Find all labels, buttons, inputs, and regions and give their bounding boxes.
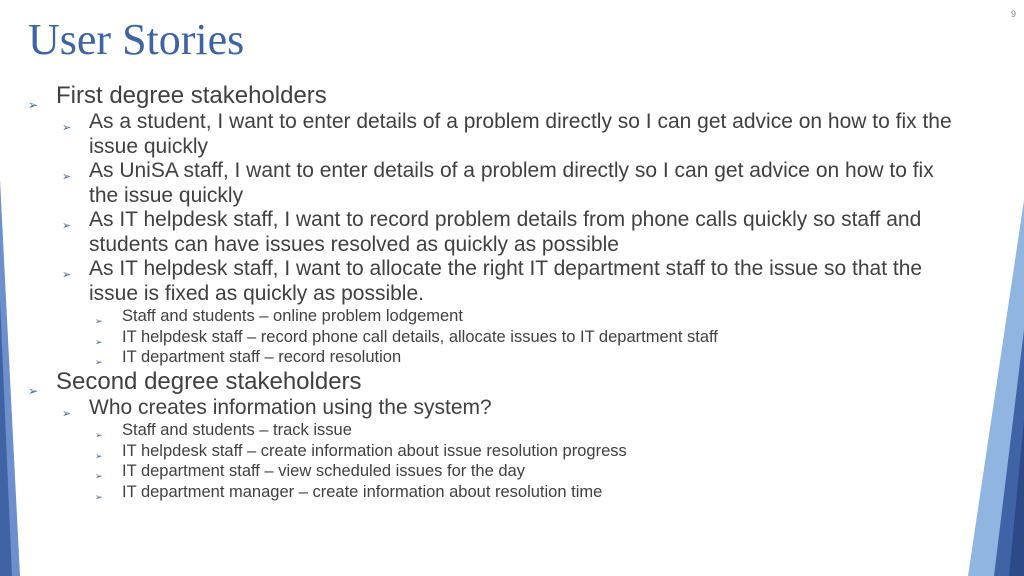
list-item bbox=[89, 461, 966, 482]
user-story-text: As a student, I want to enter details of a problem directly so I can get advice on how to fix the issue quickly bbox=[89, 110, 952, 158]
arrow-bullet-icon: ➢ bbox=[95, 430, 103, 440]
arrow-bullet-icon: ➢ bbox=[28, 383, 39, 398]
slide-content bbox=[26, 82, 966, 502]
arrow-bullet-icon: ➢ bbox=[95, 491, 103, 502]
list-item bbox=[89, 347, 966, 368]
question-text: Who creates information using the system? bbox=[89, 395, 492, 419]
sub-item-text: IT helpdesk staff – record phone call details, allocate issues to IT department staff bbox=[122, 327, 718, 346]
sub-item-text: Staff and students – online problem lodgement bbox=[122, 307, 463, 325]
user-story-text: As IT helpdesk staff, I want to allocate the right IT department staff to the issue so that the issue is fixed as quickly as possible. bbox=[89, 257, 923, 305]
list-item bbox=[56, 208, 966, 257]
arrow-bullet-icon: ➢ bbox=[95, 316, 103, 326]
arrow-bullet-icon: ➢ bbox=[95, 450, 103, 461]
list-item bbox=[89, 327, 966, 348]
sub-item-text: IT department staff – record resolution bbox=[122, 348, 402, 366]
list-item bbox=[56, 396, 966, 503]
user-story-text: As UniSA staff, I want to enter details of a problem directly so I can get advice on how to fix the issue quickly bbox=[89, 159, 934, 207]
page-number: 9 bbox=[1010, 9, 1016, 19]
arrow-bullet-icon: ➢ bbox=[62, 269, 72, 281]
user-story-list bbox=[56, 110, 966, 368]
arrow-bullet-icon: ➢ bbox=[62, 220, 72, 232]
slide-title: User Stories bbox=[28, 15, 245, 64]
list-item bbox=[56, 257, 966, 368]
sub-item-text: IT helpdesk staff – create information about issue resolution progress bbox=[122, 441, 627, 460]
sub-item-text: IT department staff – view scheduled issues for the day bbox=[122, 462, 525, 480]
section-second-degree bbox=[26, 368, 966, 503]
section-label: First degree stakeholders bbox=[56, 82, 327, 109]
user-story-text: As IT helpdesk staff, I want to record problem details from phone calls quickly so staff and students can have issues resolved as quickly as possible bbox=[89, 208, 922, 256]
list-item bbox=[89, 482, 966, 503]
arrow-bullet-icon: ➢ bbox=[95, 357, 103, 367]
arrow-bullet-icon: ➢ bbox=[95, 336, 103, 347]
sub-item-text: IT department manager – create information about resolution time bbox=[122, 482, 603, 501]
arrow-bullet-icon: ➢ bbox=[95, 471, 103, 481]
list-item bbox=[56, 159, 966, 208]
stakeholder-list bbox=[26, 82, 966, 502]
arrow-bullet-icon: ➢ bbox=[62, 171, 72, 183]
list-item bbox=[89, 420, 966, 441]
arrow-bullet-icon: ➢ bbox=[62, 407, 72, 420]
list-item bbox=[89, 441, 966, 462]
list-item bbox=[89, 306, 966, 327]
sub-list bbox=[89, 420, 966, 502]
sub-item-text: Staff and students – track issue bbox=[122, 421, 352, 439]
section-first-degree bbox=[26, 82, 966, 368]
list-item bbox=[56, 110, 966, 159]
sub-list bbox=[89, 306, 966, 368]
section-label: Second degree stakeholders bbox=[56, 367, 362, 395]
arrow-bullet-icon: ➢ bbox=[28, 98, 39, 112]
question-list bbox=[56, 396, 966, 503]
arrow-bullet-icon: ➢ bbox=[62, 122, 72, 134]
